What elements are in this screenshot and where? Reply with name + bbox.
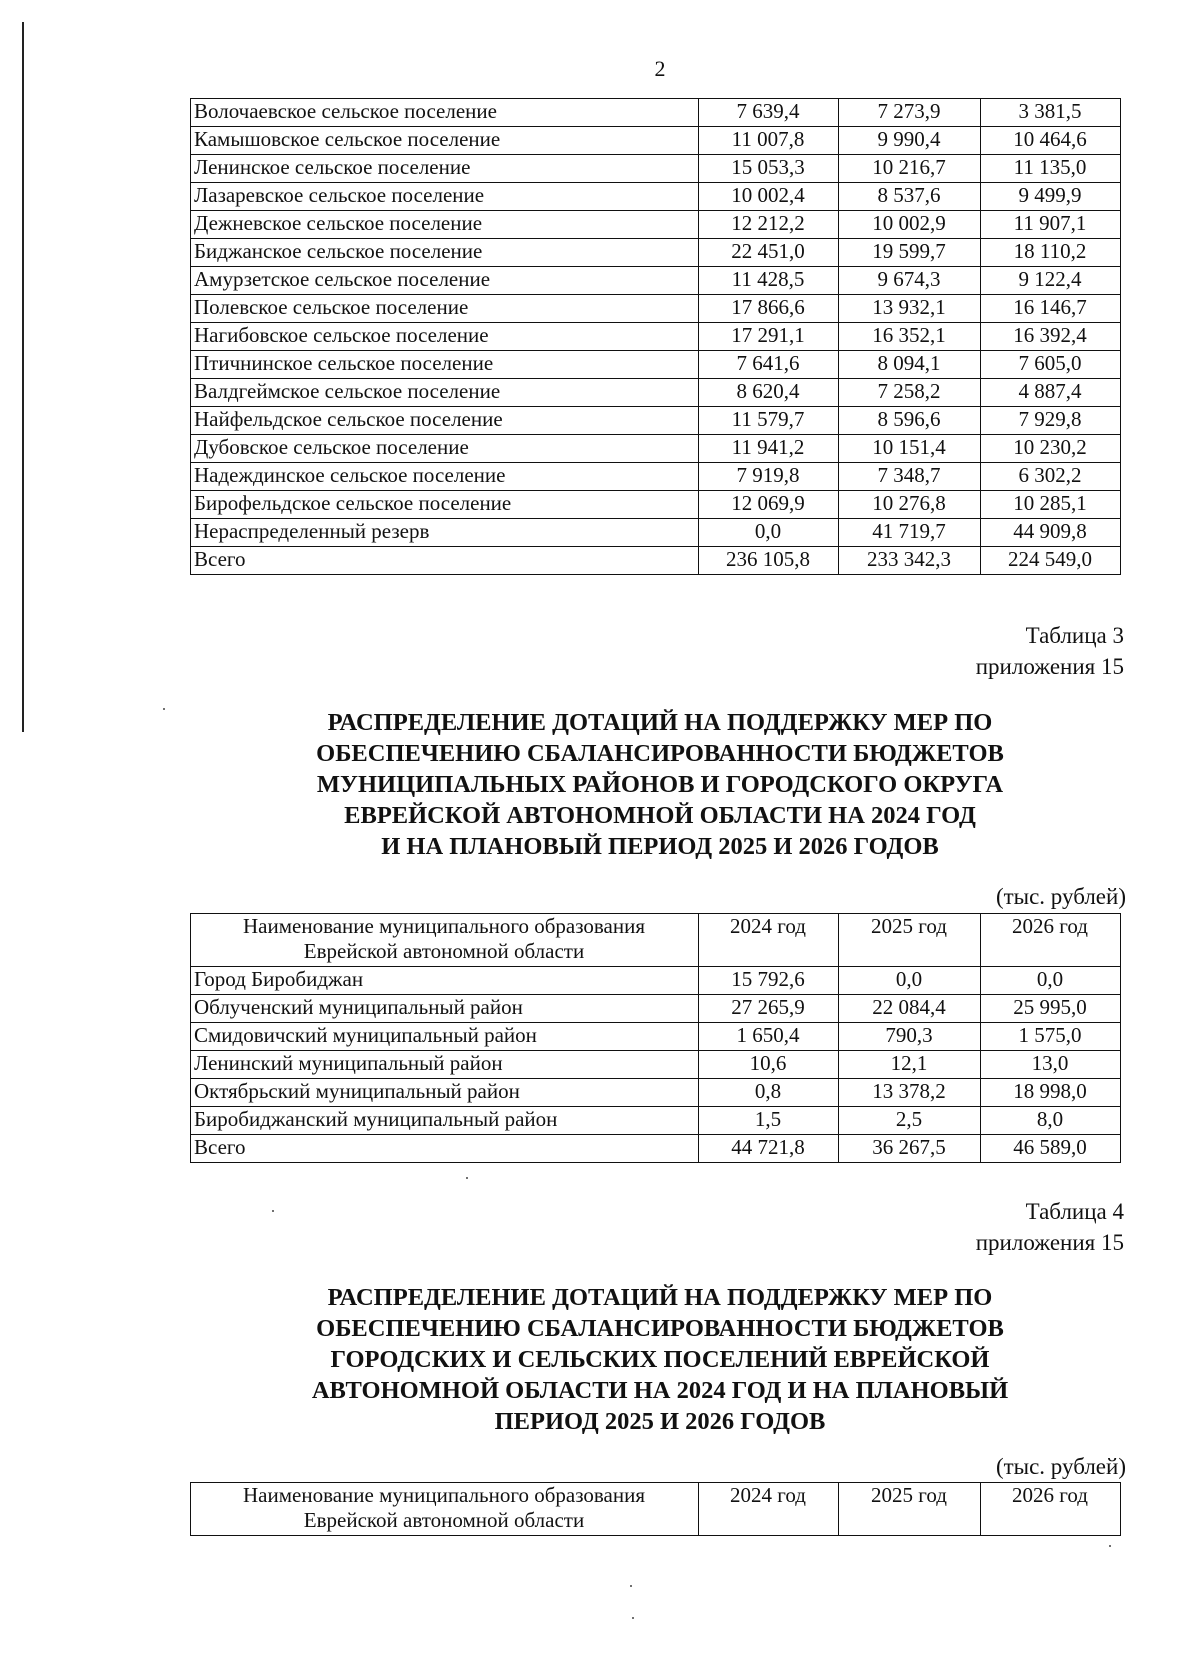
value-2025-cell: 7 273,9 <box>839 99 981 127</box>
municipality-name-cell: Надеждинское сельское поселение <box>191 463 699 491</box>
settlements-table-continued <box>190 98 1121 575</box>
table-row <box>191 127 1121 155</box>
title-line: ОБЕСПЕЧЕНИЮ СБАЛАНСИРОВАННОСТИ БЮДЖЕТОВ <box>316 740 1004 767</box>
value-2025-cell: 9 674,3 <box>839 267 981 295</box>
municipality-name-cell: Ленинское сельское поселение <box>191 155 699 183</box>
value-2025-cell: 12,1 <box>839 1051 981 1079</box>
table-row <box>191 295 1121 323</box>
title-line: ГОРОДСКИХ И СЕЛЬСКИХ ПОСЕЛЕНИЙ ЕВРЕЙСКОЙ <box>330 1346 990 1373</box>
value-2026-cell: 224 549,0 <box>981 547 1121 575</box>
municipality-name-cell: Всего <box>191 547 699 575</box>
value-2024-cell: 17 866,6 <box>699 295 839 323</box>
scan-speck <box>630 1585 632 1587</box>
value-2025-cell: 13 378,2 <box>839 1079 981 1107</box>
table-row <box>191 211 1121 239</box>
value-2026-cell: 3 381,5 <box>981 99 1121 127</box>
value-2026-cell: 18 110,2 <box>981 239 1121 267</box>
header-2025: 2025 год <box>839 1483 981 1536</box>
value-2026-cell: 10 464,6 <box>981 127 1121 155</box>
value-2025-cell: 2,5 <box>839 1107 981 1135</box>
value-2025-cell: 8 537,6 <box>839 183 981 211</box>
table-row <box>191 1107 1121 1135</box>
scan-speck <box>272 1210 274 1212</box>
table-row <box>191 183 1121 211</box>
municipality-name-cell: Облученский муниципальный район <box>191 995 699 1023</box>
value-2024-cell: 10 002,4 <box>699 183 839 211</box>
municipality-name-cell: Дубовское сельское поселение <box>191 435 699 463</box>
header-name-cell <box>191 914 699 967</box>
scan-speck <box>163 708 165 710</box>
value-2024-cell: 7 639,4 <box>699 99 839 127</box>
value-2024-cell: 12 069,9 <box>699 491 839 519</box>
value-2024-cell: 236 105,8 <box>699 547 839 575</box>
title-line: МУНИЦИПАЛЬНЫХ РАЙОНОВ И ГОРОДСКОГО ОКРУГА <box>316 771 1004 798</box>
municipality-name-cell: Амурзетское сельское поселение <box>191 267 699 295</box>
municipality-name-cell: Нагибовское сельское поселение <box>191 323 699 351</box>
table3-number: Таблица 3 <box>1025 623 1124 648</box>
value-2024-cell: 15 792,6 <box>699 967 839 995</box>
value-2025-cell: 19 599,7 <box>839 239 981 267</box>
title-line: РАСПРЕДЕЛЕНИЕ ДОТАЦИЙ НА ПОДДЕРЖКУ МЕР ПО <box>327 1284 993 1311</box>
header-2025: 2025 год <box>839 914 981 967</box>
title-line: ПЕРИОД 2025 И 2026 ГОДОВ <box>494 1408 826 1435</box>
value-2025-cell: 790,3 <box>839 1023 981 1051</box>
header-name-line1: Наименование муниципального образования <box>243 914 645 938</box>
table-row <box>191 491 1121 519</box>
value-2026-cell: 18 998,0 <box>981 1079 1121 1107</box>
value-2024-cell: 8 620,4 <box>699 379 839 407</box>
value-2024-cell: 1,5 <box>699 1107 839 1135</box>
value-2025-cell: 0,0 <box>839 967 981 995</box>
table-row <box>191 267 1121 295</box>
municipality-name-cell: Город Биробиджан <box>191 967 699 995</box>
value-2025-cell: 7 258,2 <box>839 379 981 407</box>
table4-label <box>976 1196 1124 1258</box>
table4-title <box>190 1282 1130 1437</box>
value-2026-cell: 4 887,4 <box>981 379 1121 407</box>
value-2025-cell: 41 719,7 <box>839 519 981 547</box>
value-2024-cell: 7 641,6 <box>699 351 839 379</box>
table-row <box>191 99 1121 127</box>
table-row <box>191 407 1121 435</box>
title-line: ОБЕСПЕЧЕНИЮ СБАЛАНСИРОВАННОСТИ БЮДЖЕТОВ <box>316 1315 1004 1342</box>
table-row <box>191 1023 1121 1051</box>
page-number: 2 <box>654 56 666 81</box>
scan-speck <box>1109 1545 1111 1547</box>
value-2026-cell: 9 499,9 <box>981 183 1121 211</box>
value-2025-cell: 8 094,1 <box>839 351 981 379</box>
table3-appendix: приложения 15 <box>975 654 1124 679</box>
value-2024-cell: 0,0 <box>699 519 839 547</box>
table-row <box>191 435 1121 463</box>
value-2026-cell: 11 135,0 <box>981 155 1121 183</box>
header-name-line1: Наименование муниципального образования <box>243 1483 645 1507</box>
table-header-row <box>191 914 1121 967</box>
municipality-name-cell: Смидовичский муниципальный район <box>191 1023 699 1051</box>
table-row <box>191 239 1121 267</box>
table-row <box>191 379 1121 407</box>
header-2026: 2026 год <box>981 914 1121 967</box>
table-row <box>191 1135 1121 1163</box>
value-2026-cell: 9 122,4 <box>981 267 1121 295</box>
municipality-name-cell: Найфельдское сельское поселение <box>191 407 699 435</box>
municipality-name-cell: Дежневское сельское поселение <box>191 211 699 239</box>
title-line: АВТОНОМНОЙ ОБЛАСТИ НА 2024 ГОД И НА ПЛАНОВЫЙ <box>311 1377 1009 1404</box>
value-2026-cell: 1 575,0 <box>981 1023 1121 1051</box>
value-2024-cell: 11 941,2 <box>699 435 839 463</box>
municipality-name-cell: Нераспределенный резерв <box>191 519 699 547</box>
title-line: РАСПРЕДЕЛЕНИЕ ДОТАЦИЙ НА ПОДДЕРЖКУ МЕР ПО <box>327 709 993 736</box>
table-row <box>191 519 1121 547</box>
scan-speck <box>466 1177 468 1179</box>
header-name-line2: Еврейской автономной области <box>303 1508 585 1532</box>
scan-margin-line <box>22 22 24 732</box>
municipality-name-cell: Октябрьский муниципальный район <box>191 1079 699 1107</box>
value-2026-cell: 10 230,2 <box>981 435 1121 463</box>
value-2024-cell: 0,8 <box>699 1079 839 1107</box>
header-name-line2: Еврейской автономной области <box>303 939 585 963</box>
header-name-cell <box>191 1483 699 1536</box>
municipality-name-cell: Волочаевское сельское поселение <box>191 99 699 127</box>
districts-table <box>190 913 1121 1163</box>
value-2026-cell: 25 995,0 <box>981 995 1121 1023</box>
value-2025-cell: 16 352,1 <box>839 323 981 351</box>
value-2024-cell: 22 451,0 <box>699 239 839 267</box>
value-2024-cell: 10,6 <box>699 1051 839 1079</box>
title-line: ЕВРЕЙСКОЙ АВТОНОМНОЙ ОБЛАСТИ НА 2024 ГОД <box>344 802 976 829</box>
municipality-name-cell: Птичнинское сельское поселение <box>191 351 699 379</box>
table-row <box>191 547 1121 575</box>
table3-title <box>190 707 1130 862</box>
value-2025-cell: 10 276,8 <box>839 491 981 519</box>
header-2024: 2024 год <box>699 1483 839 1536</box>
value-2026-cell: 16 146,7 <box>981 295 1121 323</box>
value-2025-cell: 8 596,6 <box>839 407 981 435</box>
table-row <box>191 155 1121 183</box>
municipality-name-cell: Лазаревское сельское поселение <box>191 183 699 211</box>
value-2024-cell: 11 007,8 <box>699 127 839 155</box>
value-2026-cell: 11 907,1 <box>981 211 1121 239</box>
header-2024: 2024 год <box>699 914 839 967</box>
value-2025-cell: 10 216,7 <box>839 155 981 183</box>
municipality-name-cell: Ленинский муниципальный район <box>191 1051 699 1079</box>
value-2025-cell: 13 932,1 <box>839 295 981 323</box>
value-2024-cell: 7 919,8 <box>699 463 839 491</box>
municipality-name-cell: Биробиджанский муниципальный район <box>191 1107 699 1135</box>
municipality-name-cell: Бирофельдское сельское поселение <box>191 491 699 519</box>
value-2026-cell: 7 929,8 <box>981 407 1121 435</box>
value-2024-cell: 1 650,4 <box>699 1023 839 1051</box>
table3-label <box>976 620 1124 682</box>
municipality-name-cell: Биджанское сельское поселение <box>191 239 699 267</box>
table4-number: Таблица 4 <box>1025 1199 1124 1224</box>
value-2025-cell: 22 084,4 <box>839 995 981 1023</box>
value-2025-cell: 36 267,5 <box>839 1135 981 1163</box>
value-2024-cell: 11 579,7 <box>699 407 839 435</box>
value-2026-cell: 8,0 <box>981 1107 1121 1135</box>
value-2024-cell: 12 212,2 <box>699 211 839 239</box>
table-row <box>191 351 1121 379</box>
municipality-name-cell: Камышовское сельское поселение <box>191 127 699 155</box>
municipality-name-cell: Всего <box>191 1135 699 1163</box>
header-2026: 2026 год <box>981 1483 1121 1536</box>
table-row <box>191 1079 1121 1107</box>
value-2026-cell: 16 392,4 <box>981 323 1121 351</box>
value-2025-cell: 233 342,3 <box>839 547 981 575</box>
value-2025-cell: 10 151,4 <box>839 435 981 463</box>
table3-units: (тыс. рублей) <box>995 884 1126 909</box>
value-2026-cell: 10 285,1 <box>981 491 1121 519</box>
table-row <box>191 1051 1121 1079</box>
value-2026-cell: 13,0 <box>981 1051 1121 1079</box>
municipality-name-cell: Полевское сельское поселение <box>191 295 699 323</box>
table-row <box>191 995 1121 1023</box>
value-2025-cell: 7 348,7 <box>839 463 981 491</box>
table4-appendix: приложения 15 <box>975 1230 1124 1255</box>
value-2024-cell: 11 428,5 <box>699 267 839 295</box>
value-2024-cell: 17 291,1 <box>699 323 839 351</box>
value-2026-cell: 0,0 <box>981 967 1121 995</box>
table-row <box>191 323 1121 351</box>
value-2026-cell: 46 589,0 <box>981 1135 1121 1163</box>
value-2025-cell: 10 002,9 <box>839 211 981 239</box>
value-2026-cell: 6 302,2 <box>981 463 1121 491</box>
table-row <box>191 967 1121 995</box>
table4-units: (тыс. рублей) <box>995 1454 1126 1479</box>
title-line: И НА ПЛАНОВЫЙ ПЕРИОД 2025 И 2026 ГОДОВ <box>381 833 939 860</box>
table-row <box>191 463 1121 491</box>
value-2026-cell: 7 605,0 <box>981 351 1121 379</box>
settlements-table <box>190 1482 1121 1536</box>
municipality-name-cell: Валдгеймское сельское поселение <box>191 379 699 407</box>
value-2025-cell: 9 990,4 <box>839 127 981 155</box>
value-2026-cell: 44 909,8 <box>981 519 1121 547</box>
table-header-row <box>191 1483 1121 1536</box>
scan-speck <box>632 1617 634 1619</box>
value-2024-cell: 15 053,3 <box>699 155 839 183</box>
value-2024-cell: 27 265,9 <box>699 995 839 1023</box>
value-2024-cell: 44 721,8 <box>699 1135 839 1163</box>
